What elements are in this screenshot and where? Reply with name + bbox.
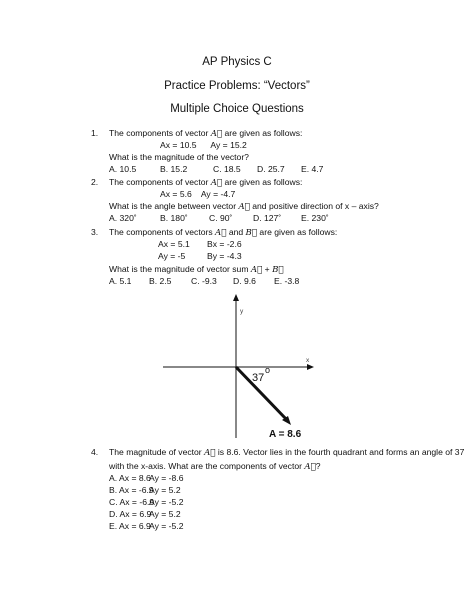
- stem-text: The components of vector: [109, 128, 209, 138]
- vector-symbol: A⃗: [204, 448, 216, 458]
- answer-choice-d-x: D. Ax = 6.9: [109, 509, 152, 519]
- stem-text: is 8.6. Vector lies in the fourth quadrant and forms an angle of 37: [217, 447, 465, 457]
- stem-text: The components of vector: [109, 177, 209, 187]
- answer-choice-a: A. 5.1: [109, 276, 132, 286]
- y-axis-label: y: [240, 308, 244, 315]
- answer-choice-b-x: B. Ax = -6.9: [109, 485, 154, 495]
- answer-choice-e-x: E. Ax = 6.9: [109, 521, 151, 531]
- course-title: AP Physics C: [202, 56, 272, 68]
- vector-symbol: A⃗: [210, 129, 223, 139]
- question-number: 2.: [91, 177, 99, 187]
- question-number: 3.: [91, 227, 99, 237]
- answer-choice-e-y: Ay = -5.2: [149, 521, 184, 531]
- answer-choice-d: D. 9.6: [233, 276, 256, 286]
- topic-title: Practice Problems: “Vectors”: [164, 80, 310, 92]
- stem-text: are given as follows:: [224, 177, 303, 187]
- x-axis-label: x: [306, 357, 310, 364]
- section-title: Multiple Choice Questions: [170, 103, 304, 115]
- plus-sign: +: [264, 264, 270, 274]
- question-stem-continued: [109, 461, 321, 473]
- answer-choice-b: B. 15.2: [160, 164, 188, 174]
- vector-symbol: B⃗: [272, 265, 284, 275]
- answer-choice-b: B. 2.5: [149, 276, 172, 286]
- vector-symbol: A⃗: [250, 265, 263, 275]
- stem-text: with the x-axis. What are the components of vector: [109, 461, 302, 471]
- prompt-text: What is the angle between vector: [109, 201, 237, 211]
- stem-text: ?: [315, 461, 321, 471]
- vector-symbol: B⃗: [245, 228, 258, 238]
- answer-choice-a-y: Ay = -8.6: [149, 473, 184, 483]
- answer-choice-c-y: Ay = -5.2: [149, 497, 184, 507]
- answer-choice-c: C. 90˚: [209, 213, 233, 223]
- answer-choice-d: D. 127˚: [253, 213, 282, 223]
- stem-text: The components of vectors: [109, 227, 213, 237]
- answer-choice-a-x: A. Ax = 8.6: [109, 473, 151, 483]
- vector-symbol: A⃗: [304, 462, 316, 472]
- component-bx: Bx = -2.6: [207, 239, 242, 249]
- prompt-text: and positive direction of x – axis?: [252, 201, 379, 211]
- degree-mark: o: [265, 365, 271, 375]
- question-number: 1.: [91, 128, 99, 138]
- given-components: Ax = 5.6 Ay = -4.7: [160, 189, 236, 199]
- angle-label: 37: [252, 372, 265, 384]
- vector-magnitude-label: A = 8.6: [269, 429, 302, 440]
- answer-choice-e: E. -3.8: [274, 276, 300, 286]
- answer-choice-e: E. 4.7: [301, 164, 324, 174]
- vector-symbol: A⃗: [215, 228, 227, 238]
- prompt-text: What is the magnitude of vector sum: [109, 264, 249, 274]
- answer-choice-c-x: C. Ax = -6.9: [109, 497, 155, 507]
- component-ay: Ay = -5: [158, 251, 186, 261]
- answer-choice-d-y: Ay = 5.2: [149, 509, 181, 519]
- vector-symbol: A⃗: [238, 202, 250, 212]
- stem-text: are given as follows:: [224, 128, 303, 138]
- given-components: Ax = 10.5 Ay = 15.2: [160, 140, 247, 150]
- x-axis-arrowhead: [307, 364, 314, 370]
- question-number: 4.: [91, 447, 99, 457]
- answer-choice-d: D. 25.7: [257, 164, 285, 174]
- vector-symbol: A⃗: [210, 178, 223, 188]
- component-ax: Ax = 5.1: [158, 239, 190, 249]
- answer-choice-b-y: Ay = 5.2: [149, 485, 181, 495]
- answer-choice-b: B. 180˚: [160, 213, 188, 223]
- stem-text: The magnitude of vector: [109, 447, 202, 457]
- answer-choice-a: A. 10.5: [109, 164, 137, 174]
- answer-choice-c: C. -9.3: [191, 276, 217, 286]
- y-axis-arrowhead: [233, 294, 239, 301]
- stem-text: and: [228, 227, 244, 237]
- answer-choice-e: E. 230˚: [301, 213, 329, 223]
- question-stem: [109, 447, 464, 459]
- answer-choice-a: A. 320˚: [109, 213, 137, 223]
- component-by: By = -4.3: [207, 251, 242, 261]
- stem-text: are given as follows:: [259, 227, 338, 237]
- question-prompt: What is the magnitude of the vector?: [109, 152, 249, 162]
- answer-choice-c: C. 18.5: [213, 164, 241, 174]
